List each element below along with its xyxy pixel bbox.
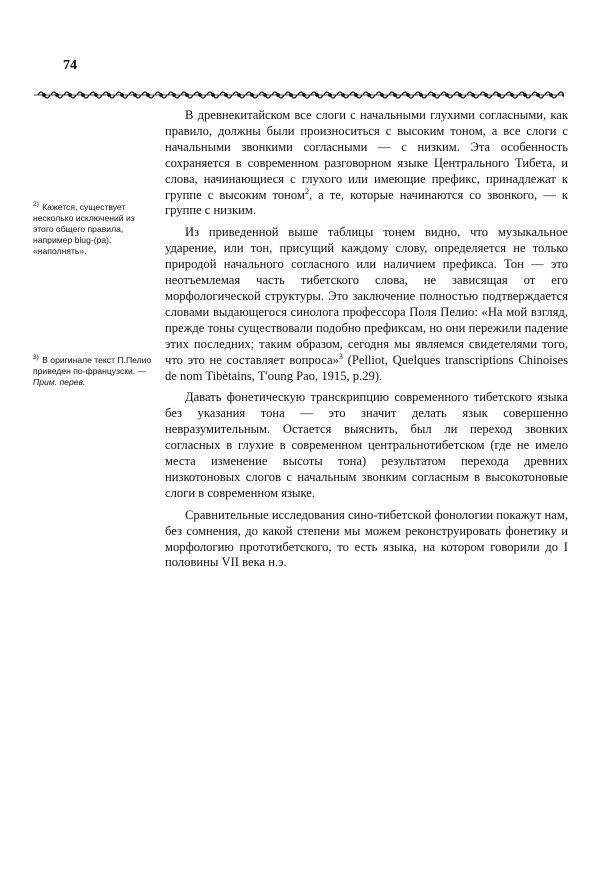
paragraph: Сравнительные исследования сино-тибетской фонологии покажут нам, без сомнения, до какой степени мы можем реконструировать фонетику и морфологию прототибетского, то есть языка, на котором говорили до I половины VII века н.э. — [165, 507, 568, 570]
footnote-mark: 2) — [33, 201, 39, 209]
footnote — [33, 355, 153, 388]
paragraph: Из приведенной выше таблицы тонем видно, что музыкальное ударение, или тон, присущий каждому слову, определяется не только природой начального согласного или наличием префикса. Тон — это неотъемлемая часть тибетского слова, не зависящая от его морфологической структуры. Это заключение полностью подтверждается словами выдающегося синолога профессора Поля Пелио: «На мой взгляд, прежде тоны существовали подобно префиксам, но они пережили падение этих последних; таким образом, сегодня мы являемся свидетелями того, что это не составляет вопроса»$^3$ (Pelliot, Quelques transcriptions Chinoises de nom Tibètains, T'oung Pao, 1915, p.29). — [165, 225, 569, 383]
page-number: 74 — [63, 58, 77, 73]
footnote — [33, 202, 153, 257]
footnote-ref: 2 — [304, 186, 309, 196]
translator-note: Прим. перев. — [33, 377, 86, 387]
paragraph: Давать фонетическую транскрипцию современного тибетского языка без указания тона — это значит делать язык совершенно невразумительным. Остается выяснить, был ли переход звонких согласных в глухие в современном центральнотибетском (где не имело места изменение высоты тона) результатом перехода древних низкотоновых слогов с начальным звонким согласным в высокотоновые слоги в современном языке. — [165, 390, 568, 500]
footnote-text: В оригинале текст П.Пелио приведен по-французски. — — [33, 355, 152, 376]
ornament-border — [34, 88, 564, 102]
footnote-text: Кажется, существует несколько исключений из этого общего правила, например blug-(pa), «наполнять». — [33, 202, 135, 256]
paragraph: В древнекитайском все слоги с начальными глухими согласными, как правило, должны были произноситься с высоким тоном, а все слоги с начальными звонкими согласными — с низким. Эта особенность сохраняется в современном разговорном языке Центрального Тибета, и слова, начинающиеся с глухого или имеющие префикс, принадлежат к группе с высоким тоном$^2$, а те, которые начинаются со звонкого, — к группе с низким. — [165, 108, 568, 218]
footnote-ref: 3 — [338, 351, 343, 361]
footnote-mark: 3) — [33, 354, 39, 362]
main-text — [165, 108, 568, 577]
